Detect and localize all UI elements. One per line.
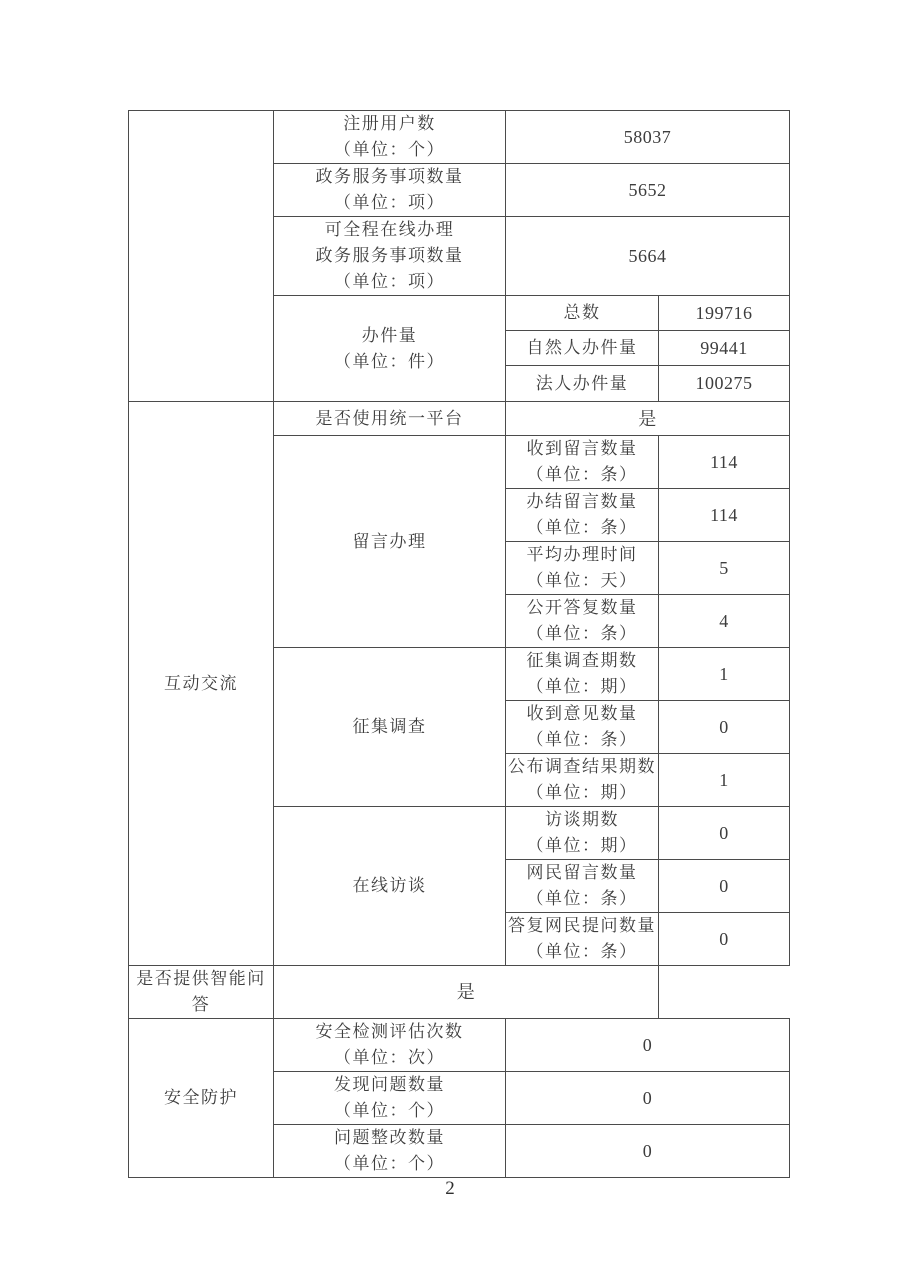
row-label: 发现问题数量	[334, 1075, 445, 1094]
metric-label-cell	[506, 860, 659, 913]
row-label: 政务服务事项数量	[315, 246, 464, 265]
row-unified-platform: 是否使用统一平台	[274, 402, 506, 436]
metric-value-cell: 1	[659, 754, 790, 807]
metric-value-cell: 58037	[506, 111, 790, 164]
row-label: 公开答复数量	[526, 598, 638, 617]
row-unit: （单位：条）	[526, 889, 638, 908]
metric-value-cell: 5	[659, 542, 790, 595]
row-label: 答复网民提问数量	[508, 916, 656, 935]
row-label: 平均办理时间	[526, 545, 638, 564]
metric-label-cell	[506, 913, 659, 966]
group-interview: 在线访谈	[274, 807, 506, 966]
metric-label-cell	[506, 489, 659, 542]
row-label: 收到意见数量	[526, 704, 638, 723]
row-registered-users	[274, 111, 506, 164]
row-label: 网民留言数量	[526, 863, 638, 882]
metric-value-cell: 99441	[659, 331, 790, 366]
row-unit: （单位：个）	[334, 140, 445, 159]
row-unit: （单位：期）	[526, 783, 638, 802]
group-case-volume	[274, 296, 506, 402]
metric-value-cell: 5652	[506, 164, 790, 217]
row-label: 公布调查结果期数	[508, 757, 656, 776]
row-unit: （单位：项）	[334, 193, 445, 212]
metric-label-cell: 总数	[506, 296, 659, 331]
metric-label-cell	[274, 1072, 506, 1125]
metric-value-cell: 0	[659, 860, 790, 913]
metric-value-cell: 0	[506, 1019, 790, 1072]
metric-value-cell: 0	[506, 1072, 790, 1125]
row-label: 注册用户数	[343, 114, 436, 133]
group-survey: 征集调查	[274, 648, 506, 807]
group-message-handling: 留言办理	[274, 436, 506, 648]
metric-label-cell	[506, 701, 659, 754]
row-unit: （单位：条）	[526, 465, 638, 484]
metric-value-cell: 114	[659, 436, 790, 489]
metric-value-cell: 100275	[659, 366, 790, 402]
row-unit: （单位：条）	[526, 518, 638, 537]
row-label: 访谈期数	[545, 810, 619, 829]
metric-value-cell: 是	[274, 966, 659, 1019]
row-label: 问题整改数量	[334, 1128, 445, 1147]
annual-report-table	[128, 110, 790, 1178]
row-unit: （单位：条）	[526, 942, 638, 961]
row-unit: （单位：天）	[526, 571, 638, 590]
group-unit: （单位：件）	[334, 351, 445, 371]
row-unit: （单位：期）	[526, 677, 638, 696]
row-unit: （单位：条）	[526, 730, 638, 749]
category-cell-interaction: 互动交流	[129, 402, 274, 966]
row-unit: （单位：条）	[526, 624, 638, 643]
metric-label-cell	[274, 1019, 506, 1072]
metric-label-cell	[274, 1125, 506, 1178]
row-unit: （单位：个）	[334, 1101, 445, 1120]
metric-label-cell: 法人办件量	[506, 366, 659, 402]
metric-value-cell: 0	[659, 701, 790, 754]
metric-value-cell: 0	[659, 913, 790, 966]
row-full-online-items	[274, 217, 506, 296]
row-unit: （单位：个）	[334, 1154, 445, 1173]
row-unit: （单位：项）	[334, 272, 445, 291]
page-number: 2	[445, 1178, 455, 1199]
row-label: 可全程在线办理	[324, 220, 455, 239]
metric-label-cell	[506, 542, 659, 595]
row-label: 征集调查期数	[526, 651, 638, 670]
row-label: 安全检测评估次数	[315, 1022, 464, 1041]
metric-label-cell	[506, 595, 659, 648]
metric-label-cell	[506, 807, 659, 860]
metric-value-cell: 是	[506, 402, 790, 436]
metric-value-cell: 114	[659, 489, 790, 542]
metric-value-cell: 5664	[506, 217, 790, 296]
metric-value-cell: 199716	[659, 296, 790, 331]
row-label: 政务服务事项数量	[315, 167, 464, 186]
metric-value-cell: 1	[659, 648, 790, 701]
metric-label-cell: 自然人办件量	[506, 331, 659, 366]
row-unit: （单位：次）	[334, 1048, 445, 1067]
metric-label-cell	[506, 436, 659, 489]
metric-label-cell	[506, 754, 659, 807]
metric-value-cell: 4	[659, 595, 790, 648]
metric-label-cell	[506, 648, 659, 701]
group-label: 办件量	[361, 325, 418, 345]
metric-value-cell: 0	[659, 807, 790, 860]
row-unit: （单位：期）	[526, 836, 638, 855]
category-cell-security: 安全防护	[129, 1019, 274, 1178]
category-cell-blank	[129, 111, 274, 402]
row-label: 办结留言数量	[526, 492, 638, 511]
row-smart-qa: 是否提供智能问答	[129, 966, 274, 1019]
metric-value-cell: 0	[506, 1125, 790, 1178]
row-label: 收到留言数量	[526, 439, 638, 458]
row-service-items	[274, 164, 506, 217]
